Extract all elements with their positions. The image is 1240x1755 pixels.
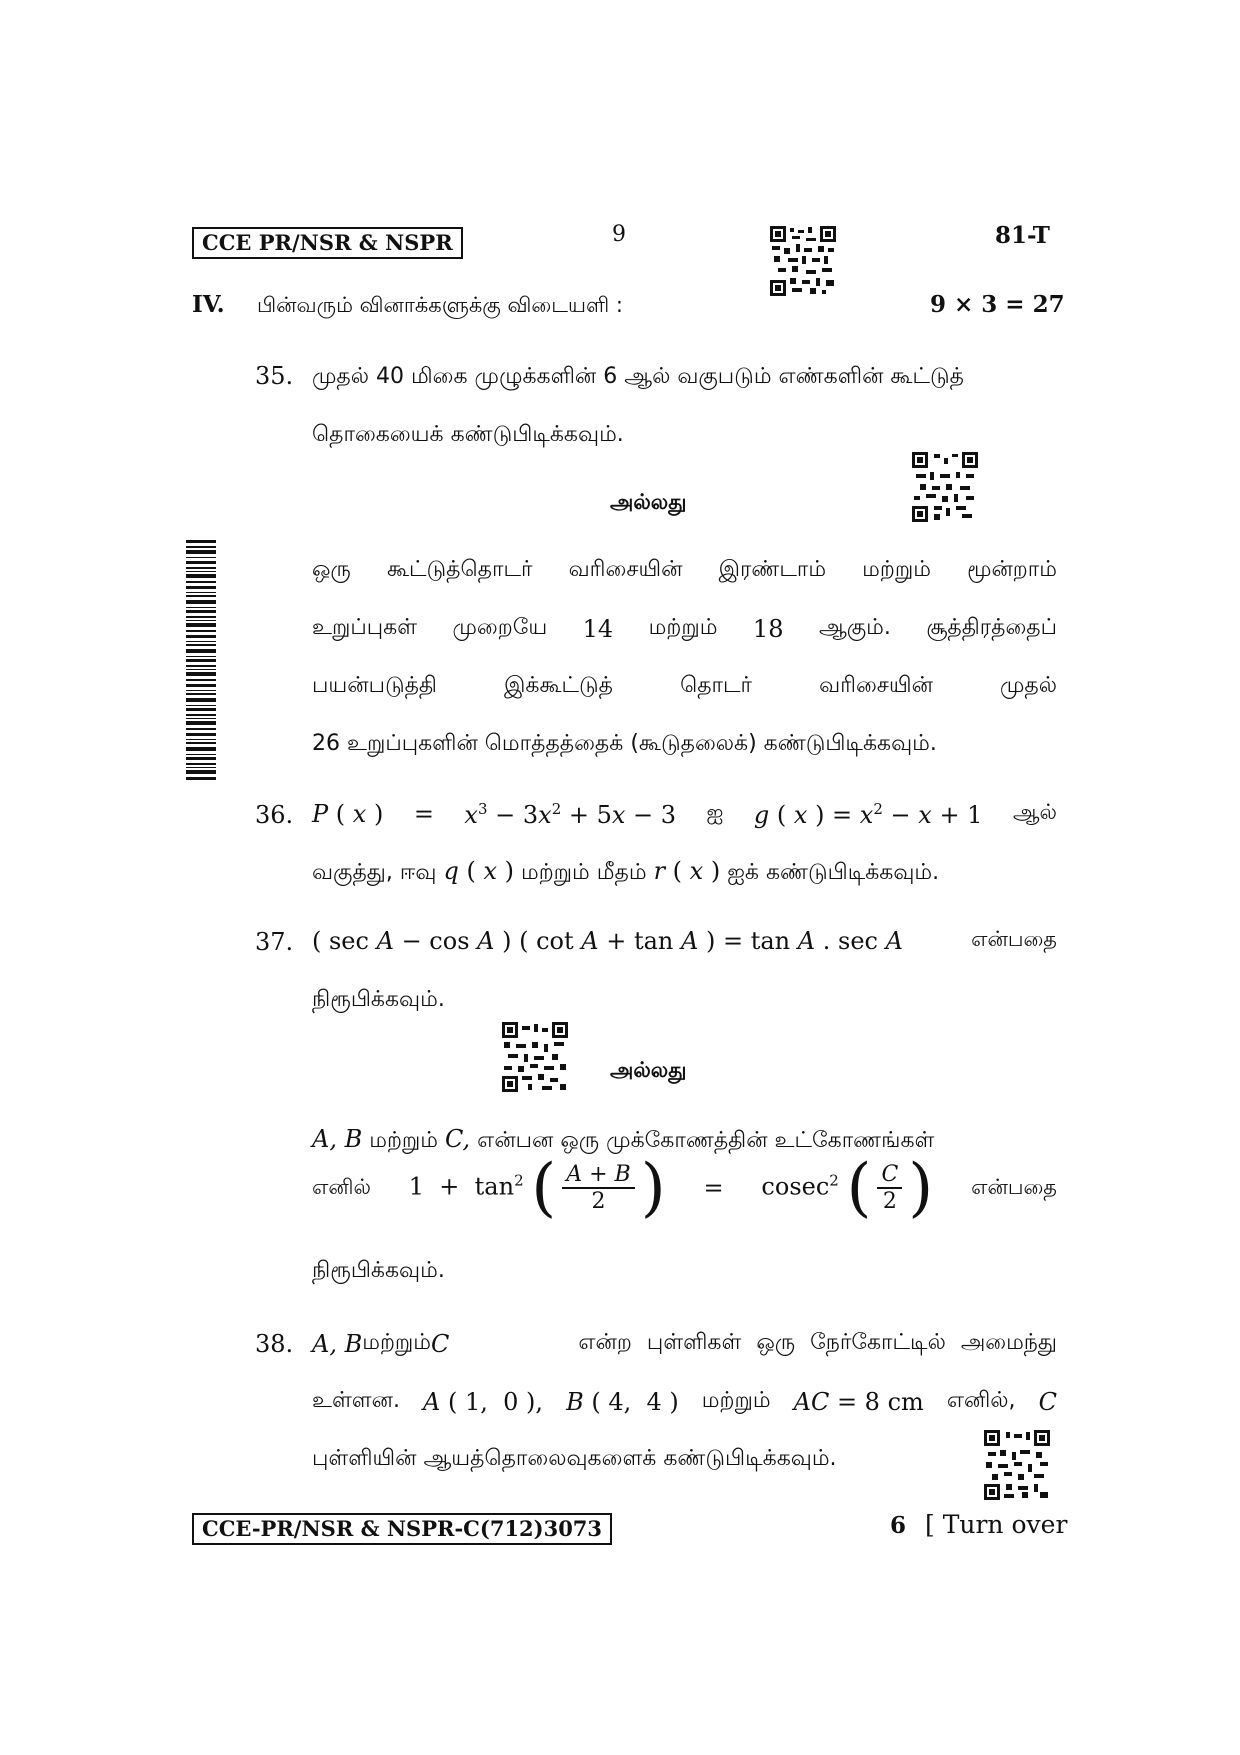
q35-alt-line2 bbox=[312, 615, 1057, 643]
q36-line2 bbox=[312, 857, 939, 888]
q37-or: அல்லது bbox=[610, 1058, 687, 1082]
q37-identity: ( sec A − cos A ) ( cot A + tan A ) = tan A . sec A bbox=[312, 927, 903, 955]
q35-alt-line3 bbox=[312, 673, 1057, 701]
qr-code-icon bbox=[982, 1430, 1052, 1500]
q37-alt-line1 bbox=[312, 1125, 934, 1156]
q36-quotient: q ( x ) bbox=[443, 857, 514, 885]
q36-line2-c: ஐக் கண்டுபிடிக்கவும். bbox=[727, 860, 940, 885]
barcode-icon bbox=[186, 540, 216, 780]
q36-line2-a: வகுத்து, ஈவு bbox=[312, 860, 437, 885]
q37-equals: = bbox=[703, 1174, 724, 1202]
q36-tamil-aal: ஆல் bbox=[1012, 800, 1057, 824]
q36-number: 36. bbox=[255, 801, 294, 829]
qr-code-icon bbox=[500, 1022, 570, 1092]
q37-vertex-c: C, bbox=[445, 1125, 471, 1153]
q35-alt-word: வரிசையின் bbox=[819, 673, 933, 698]
q38-line3: புள்ளியின் ஆயத்தொலைவுகளைக் கண்டுபிடிக்கவும். bbox=[312, 1446, 837, 1471]
q35-alt-word: இக்கூட்டுத் bbox=[504, 673, 614, 698]
q38-point-b: B ( 4, 4 ) bbox=[566, 1388, 679, 1416]
q36-px-expr: P ( x ) bbox=[312, 800, 384, 828]
header-code-left: CCE PR/NSR & NSPR bbox=[202, 230, 453, 255]
q35-alt-word: ஒரு bbox=[312, 557, 351, 582]
footer-count: 6 bbox=[890, 1512, 907, 1539]
q38-point-a: A ( 1, 0 ), bbox=[423, 1388, 544, 1416]
qr-code-icon bbox=[770, 226, 836, 296]
q37-number: 37. bbox=[255, 928, 294, 956]
footer-code: CCE-PR/NSR & NSPR-C(712)3073 bbox=[202, 1516, 603, 1541]
q37-line2: நிரூபிக்கவும். bbox=[312, 987, 445, 1012]
section-instruction: பின்வரும் வினாக்களுக்கு விடையளி : bbox=[257, 293, 623, 317]
q37-rhs: cosec$^2$ ( $\frac{C}{2}$ ) bbox=[761, 1151, 934, 1225]
q35-alt-word: முதல் bbox=[999, 673, 1057, 698]
q37-lhs: $1 + \tan^2$ ( $\frac{A + B}{2}$ ) bbox=[408, 1151, 666, 1225]
q35-alt-word: பயன்படுத்தி bbox=[312, 673, 437, 698]
q35-line2: தொகையைக் கண்டுபிடிக்கவும். bbox=[312, 422, 624, 447]
q38-line2-a: உள்ளன. bbox=[312, 1388, 400, 1413]
footer-turn-over: [ Turn over bbox=[925, 1510, 1068, 1539]
q35-alt-word: தொடர் bbox=[680, 673, 753, 698]
q37-alt-line1-c: என்பன ஒரு முக்கோணத்தின் உட்கோணங்கள் bbox=[477, 1128, 935, 1153]
q38-points-ab: A, B bbox=[312, 1330, 363, 1358]
q35-alt-word: மற்றும் bbox=[862, 557, 931, 582]
q35-alt-word: இரண்டாம் bbox=[718, 557, 827, 582]
q35-alt-line1 bbox=[312, 557, 1057, 585]
q38-line2 bbox=[312, 1388, 1057, 1416]
footer-code-box bbox=[192, 1513, 612, 1545]
q35-alt-line4: 26 உறுப்புகளின் மொத்தத்தைக் (கூடுதலைக்) கண்டுபிடிக்கவும். bbox=[312, 731, 937, 756]
q36-line1 bbox=[312, 800, 1057, 829]
section-numeral: IV. bbox=[192, 291, 225, 318]
q35-alt-word: சூத்திரத்தைப் bbox=[926, 615, 1057, 640]
q35-alt-word: உறுப்புகள் bbox=[312, 615, 418, 640]
q35-line1: முதல் 40 மிகை முழுக்களின் 6 ஆல் வகுபடும் எண்களின் கூட்டுத் bbox=[312, 364, 964, 389]
q37-alt-line2 bbox=[312, 1151, 1057, 1225]
q38-line1-c: என்ற புள்ளிகள் ஒரு நேர்கோட்டில் அமைந்து bbox=[578, 1330, 1057, 1355]
q36-tamil-ai: ஐ bbox=[706, 800, 724, 824]
q37-alt-line2-end: என்பதை bbox=[971, 1174, 1057, 1199]
q38-point-c: C bbox=[431, 1330, 450, 1358]
q35-alt-word: கூட்டுத்தொடர் bbox=[386, 557, 533, 582]
header-code-box bbox=[192, 227, 463, 259]
q38-number: 38. bbox=[255, 1330, 294, 1358]
q35-alt-word: ஆகும். bbox=[818, 615, 891, 640]
q35-alt-word: 14 bbox=[582, 615, 614, 643]
page-number: 9 bbox=[612, 222, 626, 247]
q35-alt-word: மூன்றாம் bbox=[967, 557, 1057, 582]
q35-alt-word: வரிசையின் bbox=[568, 557, 683, 582]
q36-polynomial: $x^3 - 3x^2 + 5x - 3$ bbox=[464, 800, 677, 829]
q38-point-c2: C bbox=[1038, 1388, 1057, 1416]
qr-code-icon bbox=[910, 452, 980, 522]
q37-alt-line2-a: எனில் bbox=[312, 1174, 371, 1199]
q38-line2-c: எனில், bbox=[946, 1388, 1016, 1413]
q35-alt-word: 18 bbox=[752, 615, 784, 643]
q35-number: 35. bbox=[255, 362, 294, 390]
q36-line2-b: மற்றும் மீதம் bbox=[520, 860, 647, 885]
q36-gx-expr: g ( x ) = $x^2 - x + 1$ bbox=[753, 800, 983, 829]
q37-vertices: A, B bbox=[312, 1125, 363, 1153]
q36-equals: = bbox=[413, 800, 434, 828]
q38-distance: AC = 8 cm bbox=[793, 1388, 924, 1416]
q37-line1 bbox=[312, 927, 1057, 955]
q38-line1-b: மற்றும் bbox=[362, 1330, 432, 1355]
q37-alt-line1-b: மற்றும் bbox=[369, 1128, 439, 1153]
q36-remainder: r ( x ) bbox=[653, 857, 721, 885]
q35-alt-word: முறையே bbox=[452, 615, 548, 640]
header-code-right: 81-T bbox=[995, 222, 1050, 249]
section-marks: 9 × 3 = 27 bbox=[930, 291, 1065, 318]
q38-line1 bbox=[312, 1330, 1057, 1358]
q37-alt-line3: நிரூபிக்கவும். bbox=[312, 1258, 445, 1283]
q35-alt-word: மற்றும் bbox=[648, 615, 718, 640]
q37-statement-end: என்பதை bbox=[971, 927, 1057, 951]
q35-or: அல்லது bbox=[610, 490, 687, 514]
q38-line2-b: மற்றும் bbox=[701, 1388, 771, 1413]
